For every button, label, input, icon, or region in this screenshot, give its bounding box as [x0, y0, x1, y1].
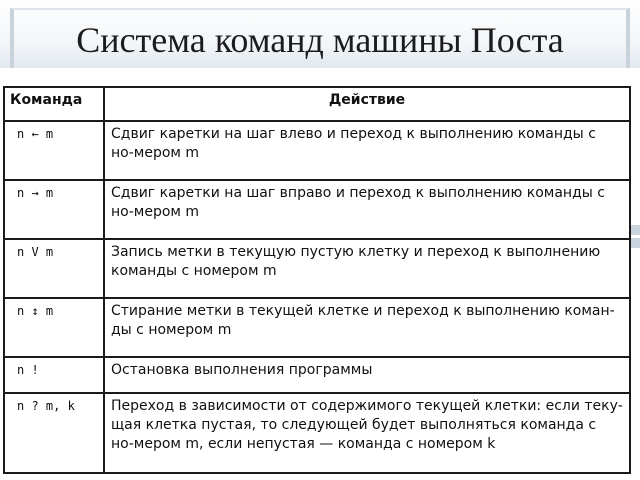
corner-decoration — [630, 238, 640, 248]
table-row — [4, 180, 630, 239]
action-cell: Стирание метки в текущей клетке и переход к выполнению коман-ды с номером m — [104, 298, 630, 357]
header-action: Действие — [104, 87, 630, 121]
table-row — [4, 298, 630, 357]
action-cell: Остановка выполнения программы — [104, 357, 630, 393]
command-cell: n ? m, k — [4, 393, 104, 473]
table-row — [4, 121, 630, 180]
command-cell: n ← m — [4, 121, 104, 180]
corner-decoration — [630, 225, 640, 235]
table-row — [4, 239, 630, 298]
action-cell: Переход в зависимости от содержимого текущей клетки: если теку-щая клетка пустая, то следующей будет выполняться команда с но-мером m, если непустая — команда с номером k — [104, 393, 630, 473]
action-cell: Сдвиг каретки на шаг вправо и переход к выполнению команды с но-мером m — [104, 180, 630, 239]
table-header-row — [4, 87, 630, 121]
action-cell: Запись метки в текущую пустую клетку и переход к выполнению команды с номером m — [104, 239, 630, 298]
slide-title: Система команд машины Поста — [76, 20, 564, 60]
command-cell: n ! — [4, 357, 104, 393]
slide-header — [0, 0, 640, 70]
table-row — [4, 357, 630, 393]
command-cell: n V m — [4, 239, 104, 298]
table-row — [4, 393, 630, 473]
commands-table — [3, 86, 631, 474]
command-cell: n → m — [4, 180, 104, 239]
header-command: Команда — [4, 87, 104, 121]
command-cell: n ↕ m — [4, 298, 104, 357]
action-cell: Сдвиг каретки на шаг влево и переход к выполнению команды с но-мером m — [104, 121, 630, 180]
